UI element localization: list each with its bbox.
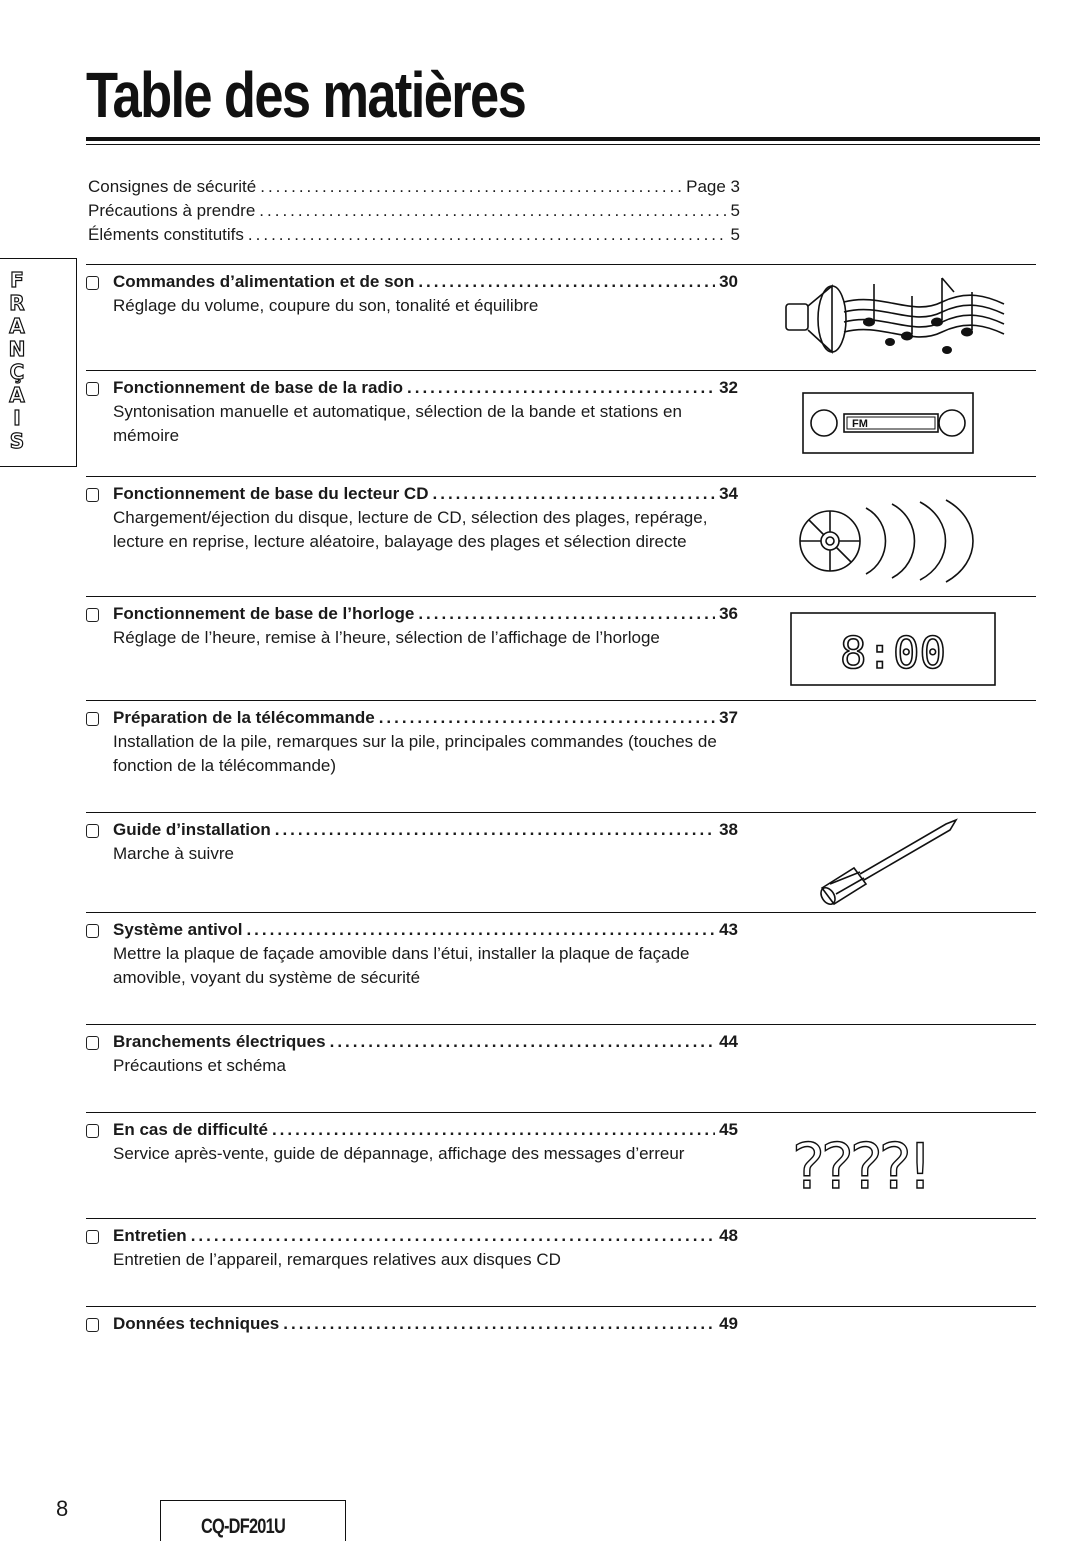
language-tab-letters — [2, 267, 32, 457]
section-heading — [113, 818, 738, 842]
toc-leader-dots — [260, 175, 682, 199]
section-title: Guide d’installation — [113, 820, 271, 839]
section-page: 38 — [719, 820, 738, 839]
section-page: 34 — [719, 484, 738, 503]
section-page: 37 — [719, 708, 738, 727]
checkbox-icon — [86, 488, 99, 502]
language-tab — [0, 258, 77, 467]
model-number: CQ-DF201U — [201, 1515, 286, 1538]
toc-line-elements[interactable] — [88, 223, 740, 247]
language-letter: A — [9, 383, 25, 407]
section-page: 44 — [719, 1032, 738, 1051]
section-description: fonction de la télécommande) — [113, 756, 337, 775]
section-description: amovible, voyant du système de sécurité — [113, 968, 421, 987]
section-page: 30 — [719, 272, 738, 291]
section-heading — [113, 1030, 738, 1054]
radio-display-icon — [802, 392, 974, 454]
section-heading — [113, 706, 738, 730]
toc-label: Éléments constitutifs — [88, 225, 244, 244]
section-rule — [86, 370, 1036, 371]
checkbox-icon — [86, 1230, 99, 1244]
checkbox-icon — [86, 712, 99, 726]
language-letter: I — [13, 406, 21, 430]
section-title: Fonctionnement de base de la radio — [113, 378, 403, 397]
language-letter: Ç — [9, 360, 25, 384]
section-heading — [113, 482, 738, 506]
toc-leader-dots — [433, 482, 716, 506]
language-letter: F — [10, 268, 24, 292]
page-number: 8 — [56, 1496, 69, 1521]
section-heading — [113, 376, 738, 400]
toc-label: Consignes de sécurité — [88, 177, 257, 196]
section-page: 32 — [719, 378, 738, 397]
question-marks-text: ????! — [792, 1130, 929, 1203]
toc-leader-dots — [283, 1312, 715, 1336]
toc-page: 5 — [730, 201, 740, 220]
toc-leader-dots — [407, 376, 715, 400]
section-heading — [113, 270, 738, 294]
section-rule — [86, 812, 1036, 813]
section-page: 49 — [719, 1314, 738, 1333]
language-letter: R — [9, 291, 25, 315]
section-rule — [86, 1112, 1036, 1113]
section-page: 48 — [719, 1226, 738, 1245]
toc-leader-dots — [330, 1030, 715, 1054]
section-rule — [86, 700, 1036, 701]
section-description: Mettre la plaque de façade amovible dans l’étui, installer la plaque de façade — [113, 944, 690, 963]
question-marks-icon — [790, 1128, 990, 1204]
section-title: Données techniques — [113, 1314, 280, 1333]
section-rule — [86, 1306, 1036, 1307]
section-heading — [113, 602, 738, 626]
language-letter: N — [8, 337, 26, 361]
section-rule — [86, 912, 1036, 913]
toc-page: 5 — [730, 225, 740, 244]
toc-leader-dots — [272, 1118, 715, 1142]
section-description: Marche à suivre — [113, 844, 234, 863]
toc-leader-dots — [246, 918, 715, 942]
title-rule — [86, 137, 1040, 141]
checkbox-icon — [86, 924, 99, 938]
model-number-box — [160, 1500, 346, 1541]
section-description: lecture en reprise, lecture aléatoire, balayage des plages et sélection directe — [113, 532, 687, 551]
checkbox-icon — [86, 382, 99, 396]
section-description: Chargement/éjection du disque, lecture de CD, sélection des plages, repérage, — [113, 508, 708, 527]
section-description: Installation de la pile, remarques sur la pile, principales commandes (touches de — [113, 732, 717, 751]
language-letter: A — [9, 314, 25, 338]
section-rule — [86, 1024, 1036, 1025]
section-title: Préparation de la télécommande — [113, 708, 375, 727]
section-description: Réglage de l’heure, remise à l’heure, sélection de l’affichage de l’horloge — [113, 628, 660, 647]
toc-page: Page 3 — [686, 177, 740, 196]
language-letter: S — [9, 429, 25, 453]
section-description: Précautions et schéma — [113, 1056, 286, 1075]
section-page: 45 — [719, 1120, 738, 1139]
section-title: En cas de difficulté — [113, 1120, 268, 1139]
section-description: Service après-vente, guide de dépannage, affichage des messages d’erreur — [113, 1144, 685, 1163]
checkbox-icon — [86, 1318, 99, 1332]
section-heading — [113, 1224, 738, 1248]
toc-leader-dots — [418, 270, 715, 294]
checkbox-icon — [86, 608, 99, 622]
section-rule — [86, 1218, 1036, 1219]
section-description: Réglage du volume, coupure du son, tonalité et équilibre — [113, 296, 539, 315]
intro-list — [88, 175, 740, 247]
checkbox-icon — [86, 276, 99, 290]
section-description: mémoire — [113, 426, 180, 445]
toc-leader-dots — [275, 818, 715, 842]
section-heading — [113, 918, 738, 942]
section-heading — [113, 1118, 738, 1142]
section-page: 36 — [719, 604, 738, 623]
cd-sound-waves-icon — [796, 498, 980, 584]
section-title: Branchements électriques — [113, 1032, 326, 1051]
toc-leader-dots — [248, 223, 727, 247]
clock-display-text: 8:00 — [840, 628, 946, 679]
toc-line-consignes[interactable] — [88, 175, 740, 199]
toc-label: Précautions à prendre — [88, 201, 256, 220]
toc-leader-dots — [418, 602, 715, 626]
radio-display-text: FM — [852, 418, 868, 430]
section-description: Entretien de l’appareil, remarques relatives aux disques CD — [113, 1250, 561, 1269]
clock-display-icon — [790, 612, 996, 686]
section-title: Fonctionnement de base du lecteur CD — [113, 484, 429, 503]
toc-leader-dots — [379, 706, 715, 730]
section-heading — [113, 1312, 738, 1336]
section-page: 43 — [719, 920, 738, 939]
speaker-music-notes-icon — [782, 272, 1012, 362]
section-title: Commandes d’alimentation et de son — [113, 272, 415, 291]
section-description: Syntonisation manuelle et automatique, sélection de la bande et stations en — [113, 402, 682, 421]
section-rule — [86, 264, 1036, 265]
toc-line-precautions[interactable] — [88, 199, 740, 223]
title-rule-thin — [86, 144, 1040, 145]
screwdriver-icon — [816, 814, 960, 910]
section-rule — [86, 596, 1036, 597]
section-rule — [86, 476, 1036, 477]
page-title: Table des matières — [86, 59, 526, 131]
checkbox-icon — [86, 1036, 99, 1050]
section-title: Système antivol — [113, 920, 243, 939]
checkbox-icon — [86, 1124, 99, 1138]
toc-leader-dots — [259, 199, 726, 223]
checkbox-icon — [86, 824, 99, 838]
section-title: Entretien — [113, 1226, 187, 1245]
toc-leader-dots — [191, 1224, 715, 1248]
section-title: Fonctionnement de base de l’horloge — [113, 604, 415, 623]
